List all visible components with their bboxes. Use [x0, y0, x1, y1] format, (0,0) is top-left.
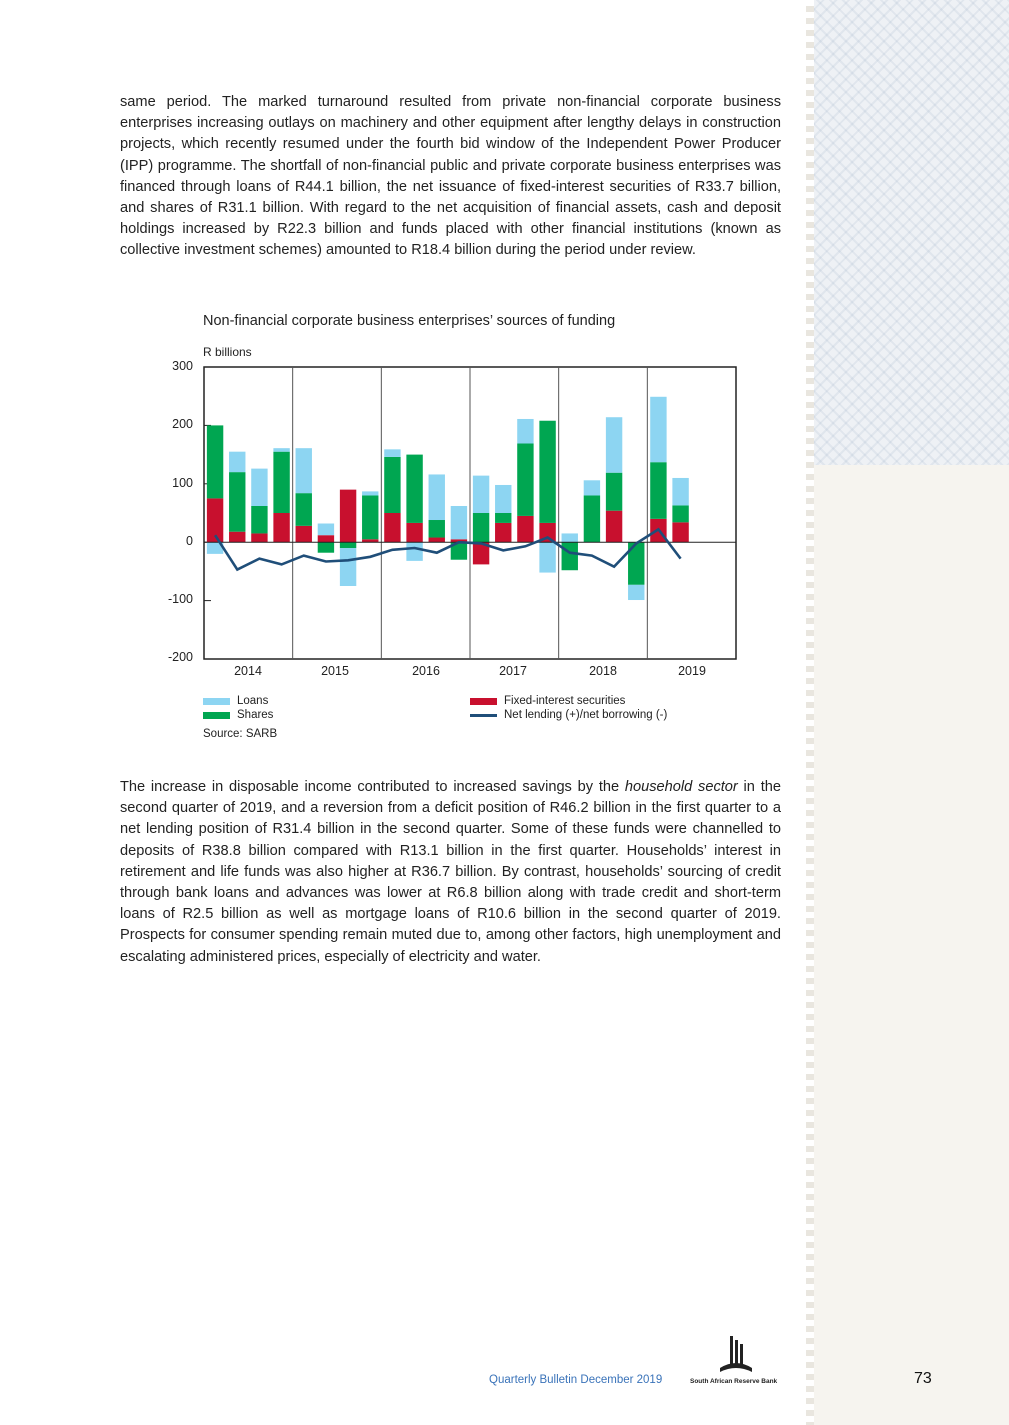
bar-loans	[296, 448, 312, 493]
bar-shares	[296, 493, 312, 526]
bar-fixed-interest-securities	[495, 523, 511, 542]
bar-fixed-interest-securities	[251, 533, 267, 542]
x-tick-label: 2014	[234, 664, 262, 678]
x-tick-label: 2019	[678, 664, 706, 678]
legend-item-net-lending	[470, 709, 667, 721]
x-tick-label: 2017	[499, 664, 527, 678]
bar-shares	[251, 506, 267, 533]
chart-title: Non-financial corporate business enterprises’ sources of funding	[203, 313, 616, 329]
bar-shares	[672, 505, 688, 522]
bar-shares	[406, 455, 422, 523]
bar-loans	[606, 417, 622, 472]
body-paragraph-2	[120, 777, 781, 968]
paragraph-text: in the second quarter of 2019, and a reversion from a deficit position of R46.2 billion in the first quarter to a net lending position of R31.4 billion in the second quarter. Some of these funds were channelled to deposits of R38.8 billion compared with R13.1 billion in the first quarter. Households’ interest in retirement and life funds was also higher at R36.7 billion. By contrast, households’ sourcing of credit through bank loans and advances was lower at R6.8 billion along with trade credit and short-term loans of R2.5 billion as well as mortgage loans of R10.6 billion in the second quarter of 2019. Prospects for consumer spending remain muted due to, among other factors, high unemployment and escalating administered prices, especially of electricity and water.	[120, 779, 781, 965]
y-tick-label: 300	[172, 359, 193, 373]
bar-loans	[539, 542, 555, 572]
bar-loans	[451, 506, 467, 539]
bar-loans	[584, 480, 600, 495]
logo-wordmark: South African Reserve Bank	[690, 1378, 778, 1385]
body-paragraph-1: same period. The marked turnaround resulted from private non-financial corporate business enterprises increasing outlays on machinery and other equipment after lengthy delays in construction projects, which recently resumed under the fourth bid window of the Independent Power Producer (IPP) programme. The shortfall of non-financial public and private corporate business enterprises was financed through loans of R44.1 billion, the net issuance of fixed-interest securities of R33.7 billion, and shares of R31.1 billion. With regard to the net acquisition of financial assets, cash and deposit holdings increased by R22.3 billion and funds placed with other financial institutions (known as collective investment schemes) amounted to R18.4 billion during the period under review.	[120, 94, 781, 259]
legend-item-shares	[203, 709, 273, 721]
legend-swatch	[470, 714, 497, 717]
bar-fixed-interest-securities	[229, 532, 245, 543]
bar-fixed-interest-securities	[273, 513, 289, 542]
bar-shares	[606, 473, 622, 511]
y-tick-label: 100	[172, 476, 193, 490]
chart-source: Source: SARB	[203, 728, 278, 740]
bar-fixed-interest-securities	[384, 513, 400, 542]
bar-shares	[318, 542, 334, 553]
bar-fixed-interest-securities	[318, 535, 334, 542]
margin-edge	[806, 0, 814, 1425]
footer-publication-title: Quarterly Bulletin December 2019	[489, 1374, 663, 1386]
bar-shares	[273, 452, 289, 513]
bar-shares	[362, 495, 378, 539]
bar-loans	[406, 542, 422, 561]
bar-shares	[229, 472, 245, 532]
bar-loans	[562, 533, 578, 542]
y-tick-label: -200	[167, 650, 193, 664]
legend-swatch	[203, 698, 230, 705]
bar-shares	[539, 421, 555, 523]
legend-swatch	[470, 698, 497, 705]
bar-loans	[340, 548, 356, 586]
legend-swatch	[203, 712, 230, 719]
funding-chart	[203, 366, 737, 660]
bar-shares	[384, 457, 400, 513]
bar-loans	[229, 452, 245, 472]
legend-label: Fixed-interest securities	[504, 695, 626, 707]
bar-shares	[495, 513, 511, 523]
y-tick-label: 0	[186, 534, 193, 548]
bar-loans	[650, 397, 666, 462]
bar-loans	[473, 476, 489, 513]
x-tick-label: 2015	[321, 664, 349, 678]
bar-fixed-interest-securities	[606, 511, 622, 543]
y-tick-label: -100	[167, 592, 193, 606]
bar-shares	[207, 425, 223, 498]
bar-loans	[672, 478, 688, 505]
bar-loans	[318, 524, 334, 536]
bar-loans	[628, 585, 644, 600]
legend-label: Net lending (+)/net borrowing (-)	[504, 709, 668, 721]
bar-shares	[584, 495, 600, 542]
bar-shares	[340, 542, 356, 548]
legend-label: Loans	[237, 695, 269, 707]
bar-loans	[273, 448, 289, 452]
bar-shares	[562, 542, 578, 570]
chart-unit-label: R billions	[203, 345, 252, 359]
bar-fixed-interest-securities	[517, 516, 533, 542]
x-tick-label: 2018	[589, 664, 617, 678]
bar-fixed-interest-securities	[672, 522, 688, 542]
bar-loans	[384, 449, 400, 457]
bar-shares	[429, 520, 445, 538]
y-tick-label: 200	[172, 417, 193, 431]
bar-fixed-interest-securities	[296, 526, 312, 542]
bar-loans	[429, 474, 445, 520]
paragraph-emphasis: household sector	[624, 779, 738, 795]
paragraph-text: The increase in disposable income contributed to increased savings by the	[120, 779, 625, 795]
bar-shares	[517, 444, 533, 516]
bar-fixed-interest-securities	[406, 523, 422, 542]
bar-fixed-interest-securities	[340, 490, 356, 543]
bar-loans	[251, 469, 267, 506]
reserve-bank-logo-icon	[716, 1334, 756, 1376]
bar-loans	[495, 485, 511, 513]
bar-loans	[362, 491, 378, 495]
page-number: 73	[914, 1370, 932, 1387]
bar-fixed-interest-securities	[429, 538, 445, 543]
legend-item-fixed-interest	[470, 695, 625, 707]
margin-pattern	[810, 0, 1009, 465]
x-tick-label: 2016	[412, 664, 440, 678]
bar-shares	[473, 513, 489, 542]
bar-loans	[517, 419, 533, 444]
bar-shares	[650, 462, 666, 519]
legend-item-loans	[203, 695, 268, 707]
legend-label: Shares	[237, 709, 274, 721]
